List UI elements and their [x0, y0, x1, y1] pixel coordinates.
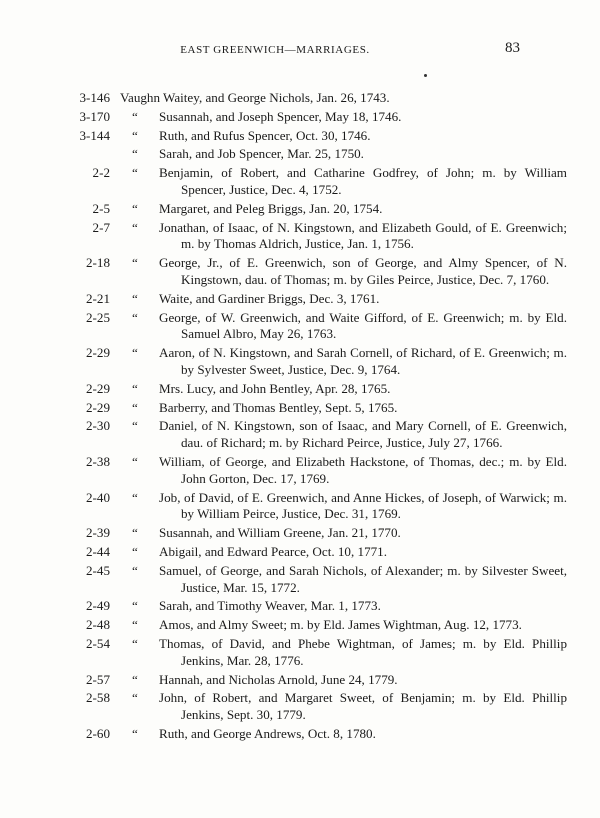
marriage-entry [0, 128, 600, 145]
entry-text: George, of W. Greenwich, and Waite Gifford, of E. Greenwich; m. by Eld. Samuel Albro, May 26, 1763. [159, 309, 567, 342]
page-number: 83 [505, 40, 520, 56]
ditto-mark: “ [132, 255, 139, 271]
record-reference: 2-25 [85, 309, 110, 325]
marriage-entry [0, 109, 600, 126]
ditto-mark: “ [132, 219, 139, 235]
record-reference: 2-44 [85, 543, 110, 559]
ditto-mark: “ [132, 290, 139, 306]
record-reference: 2-58 [85, 690, 110, 706]
record-reference: 2-7 [92, 219, 110, 235]
marriage-entries [0, 90, 600, 743]
record-reference: 2-29 [85, 380, 110, 396]
ditto-mark: “ [132, 690, 139, 706]
ditto-mark: “ [132, 525, 139, 541]
ditto-mark: “ [132, 598, 139, 614]
marriage-entry [0, 90, 600, 107]
record-reference: 2-21 [85, 290, 110, 306]
marriage-entry [0, 598, 600, 615]
marriage-entry [0, 636, 600, 670]
entry-text: George, Jr., of E. Greenwich, son of George, and Almy Spencer, of N. Kingstown, dau. of Thomas; m. by Giles Peirce, Justice, Dec. 7, 1760. [159, 255, 567, 287]
record-reference: 2-60 [85, 725, 110, 741]
ditto-mark: “ [132, 725, 139, 741]
record-reference: 2-57 [85, 671, 110, 687]
entry-text: Daniel, of N. Kingstown, son of Isaac, and Mary Cornell, of E. Greenwich, dau. of Richard; m. by Richard Peirce, Justice, July 27, 1766. [159, 418, 567, 451]
ditto-mark: “ [132, 543, 139, 559]
ditto-mark: “ [132, 309, 139, 325]
record-reference: 3-144 [79, 127, 110, 143]
marriage-entry [0, 291, 600, 308]
entry-text: William, of George, and Elizabeth Hackstone, of Thomas, dec.; m. by Eld. John Gorton, Dec. 17, 1769. [159, 453, 567, 486]
marriage-entry [0, 490, 600, 524]
ditto-mark: “ [132, 489, 139, 505]
entry-text: Ruth, and George Andrews, Oct. 8, 1780. [159, 725, 376, 741]
record-reference: 2-48 [85, 617, 110, 633]
marriage-entry [0, 563, 600, 597]
record-reference: 2-39 [85, 525, 110, 541]
entry-text: Sarah, and Timothy Weaver, Mar. 1, 1773. [159, 598, 381, 614]
record-reference: 2-49 [85, 598, 110, 614]
record-reference: 3-146 [79, 90, 110, 105]
marriage-entry [0, 255, 600, 289]
marriage-entry [0, 726, 600, 743]
running-title: EAST GREENWICH—MARRIAGES. [180, 44, 370, 56]
marriage-entry [0, 672, 600, 689]
entry-text: Susannah, and William Greene, Jan. 21, 1770. [159, 525, 401, 541]
entry-text: Samuel, of George, and Sarah Nichols, of Alexander; m. by Silvester Sweet, Justice, Mar. 15, 1772. [159, 562, 567, 595]
marriage-entry [0, 454, 600, 488]
entry-text: Abigail, and Edward Pearce, Oct. 10, 1771. [159, 543, 387, 559]
ditto-mark: “ [132, 200, 139, 216]
record-reference: 2-54 [85, 635, 110, 651]
marriage-entry [0, 381, 600, 398]
entry-text: Vaughn Waitey, and George Nichols, Jan. 26, 1743. [120, 90, 390, 105]
running-head [0, 40, 600, 60]
marriage-entry [0, 146, 600, 163]
marriage-entry [0, 201, 600, 218]
entry-text: Ruth, and Rufus Spencer, Oct. 30, 1746. [159, 127, 371, 143]
entry-text: Mrs. Lucy, and John Bentley, Apr. 28, 1765. [159, 380, 391, 396]
ink-speck [424, 74, 427, 77]
record-reference: 2-40 [85, 489, 110, 505]
marriage-entry [0, 544, 600, 561]
marriage-entry [0, 617, 600, 634]
record-reference: 2-18 [85, 255, 110, 271]
ditto-mark: “ [132, 146, 139, 162]
ditto-mark: “ [132, 127, 139, 143]
entry-text: Susannah, and Joseph Spencer, May 18, 1746. [159, 108, 402, 124]
entry-text: Sarah, and Job Spencer, Mar. 25, 1750. [159, 146, 364, 162]
entry-text: Job, of David, of E. Greenwich, and Anne Hickes, of Joseph, of Warwick; m. by William Peirce, Justice, Dec. 31, 1769. [159, 489, 567, 522]
record-reference: 2-5 [92, 200, 110, 216]
entry-text: John, of Robert, and Margaret Sweet, of Benjamin; m. by Eld. Phillip Jenkins, Sept. 30, 1779. [159, 690, 567, 723]
entry-text: Thomas, of David, and Phebe Wightman, of James; m. by Eld. Phillip Jenkins, Mar. 28, 1776. [159, 635, 567, 668]
marriage-entry [0, 345, 600, 379]
marriage-entry [0, 400, 600, 417]
ditto-mark: “ [132, 635, 139, 651]
marriage-entry [0, 310, 600, 344]
ditto-mark: “ [132, 399, 139, 415]
marriage-entry [0, 418, 600, 452]
ditto-mark: “ [132, 617, 139, 633]
entry-text: Amos, and Almy Sweet; m. by Eld. James Wightman, Aug. 12, 1773. [159, 617, 522, 633]
ditto-mark: “ [132, 108, 139, 124]
entry-text: Margaret, and Peleg Briggs, Jan. 20, 1754. [159, 200, 383, 216]
entry-text: Waite, and Gardiner Briggs, Dec. 3, 1761. [159, 290, 380, 306]
entry-text: Barberry, and Thomas Bentley, Sept. 5, 1765. [159, 399, 398, 415]
entry-text: Jonathan, of Isaac, of N. Kingstown, and Elizabeth Gould, of E. Greenwich; m. by Thomas Aldrich, Justice, Jan. 1, 1756. [159, 219, 567, 252]
marriage-entry [0, 690, 600, 724]
ditto-mark: “ [132, 562, 139, 578]
record-reference: 2-29 [85, 345, 110, 361]
ditto-mark: “ [132, 165, 139, 181]
record-reference: 3-170 [79, 108, 110, 124]
record-reference: 2-2 [92, 165, 110, 181]
record-reference: 2-45 [85, 562, 110, 578]
record-reference: 2-30 [85, 418, 110, 434]
ditto-mark: “ [132, 453, 139, 469]
ditto-mark: “ [132, 345, 139, 361]
record-reference: 2-29 [85, 399, 110, 415]
marriage-entry [0, 525, 600, 542]
ditto-mark: “ [132, 418, 139, 434]
marriage-entry [0, 165, 600, 199]
ditto-mark: “ [132, 380, 139, 396]
record-reference: 2-38 [85, 453, 110, 469]
entry-text: Hannah, and Nicholas Arnold, June 24, 1779. [159, 671, 398, 687]
marriage-entry [0, 220, 600, 254]
entry-text: Benjamin, of Robert, and Catharine Godfrey, of John; m. by William Spencer, Justice, Dec. 4, 1752. [159, 165, 567, 197]
entry-text: Aaron, of N. Kingstown, and Sarah Cornell, of Richard, of E. Greenwich; m. by Sylvester Sweet, Justice, Dec. 9, 1764. [159, 345, 567, 377]
ditto-mark: “ [132, 671, 139, 687]
